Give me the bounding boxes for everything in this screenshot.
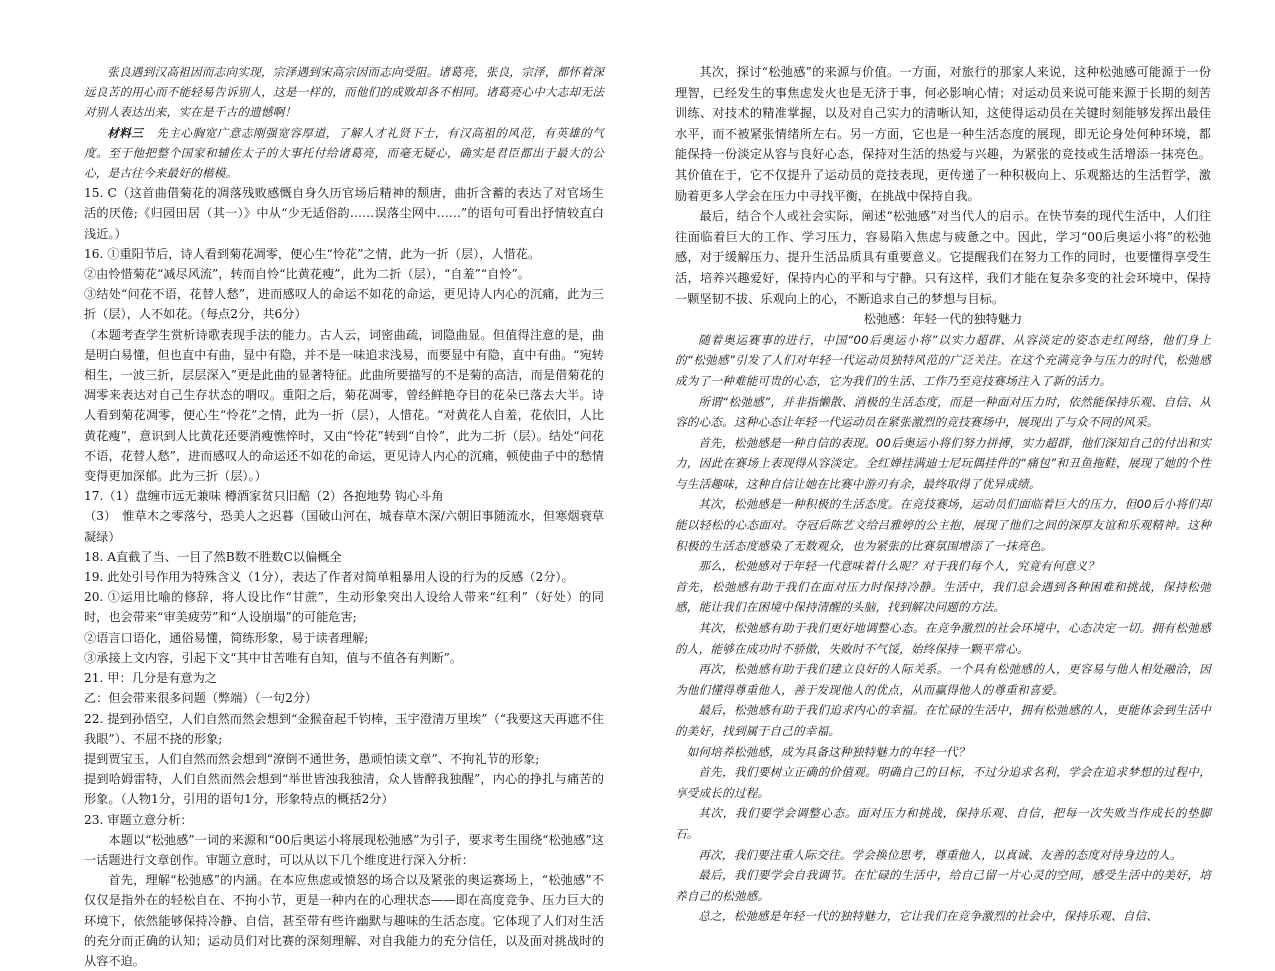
material-three-paragraph (84, 123, 604, 184)
sample-essay-paragraph: 首先，松弛感是一种自信的表现。00后奥运小将们努力拼搏，实力超群，他们深知自己的付出和实力，因此在赛场上表现得从容淡定。全红婵挂满迪士尼玩偶挂件的“痛包”和丑鱼拖鞋，展现了她的个性与生活趣味，这种自信让她在比赛中游刃有余，最终取得了优异成绩。 (675, 435, 1211, 491)
sample-essay-paragraph: 所谓“松弛感”，并非指懒散、消极的生活态度，而是一种面对压力时，依然能保持乐观、自信、从容的心态。这种心态让年轻一代运动员在紧张激烈的竞技赛场中，展现出了与众不同的风采。 (675, 394, 1211, 430)
answer-18: 18. A直截了当、一目了然B数不胜数C以偏概全 (84, 549, 342, 564)
answer-17-part-1: 17.（1）盘缠市远无兼味 樽酒家贫只旧醅（2）各抱地势 钩心斗角 (84, 489, 444, 504)
answer-20-point-3: ③承接上文内容，引起下文“其中甘苦唯有自知，值与不值各有判断”。 (84, 650, 463, 665)
sample-essay-paragraph: 其次，松弛感有助于我们更好地调整心态。在竞争激烈的社会环境中，心态决定一切。拥有松弛感的人，能够在成功时不骄傲，失败时不气馁，始终保持一颗平常心。 (675, 621, 1211, 656)
answer-16-point-1: 16. ①重阳节后，诗人看到菊花凋零，便心生“怜花”之情，此为一折（层），人惜花。 (84, 246, 541, 261)
translation-paragraph: 张良遇到汉高祖因而志向实现，宗泽遇到宋高宗因而志向受阻。诸葛亮，张良，宗泽，都怀着深远良苦的用心而不能轻易告诉别人，这是一样的，而他们的成败却各不相同。诸葛亮心中大志却无法对别人表达出来，实在是千古的遗憾啊！ (84, 65, 604, 120)
essay-analysis-last: 最后，结合个人或社会实际，阐述“松弛感”对当代人的启示。在快节奏的现代生活中，人们往往面临着巨大的工作、学习压力，容易陷入焦虑与疲惫之中。因此，学习“00后奥运小将”的松弛感，对于缓解压力、提升生活品质具有重要意义。它提醒我们在努力工作的同时，也要懂得享受生活，培养兴趣爱好，保持内心的平和与宁静。只有这样，我们才能在复杂多变的社会环境中，保持一颗坚韧不拔、乐观向上的心，不断追求自己的梦想与目标。 (675, 209, 1211, 306)
essay-analysis-second: 其次，探讨“松弛感”的来源与价值。一方面，对旅行的那家人来说，这种松弛感可能源于一份理智，已经发生的事焦虑发火也是无济于事，何必影响心情；对运动员来说可能来源于长期的刻苦训练、对技术的精准掌握，以及对自己实力的清晰认知，这使得运动员在关键时刻能够发挥出最佳水平，而不被紧张情绪所左右。另一方面，它也是一种生活态度的展现，即无论身处何种环境，都能保持一份淡定从容与良好心态，保持对生活的热爱与兴趣，为紧张的竞技或生活增添一抹亮色。其价值在于，它不仅提升了运动员的竞技表现，更传递了一种积极向上、乐观豁达的生活哲学，激励着更多人学会在压力中寻找平衡，在挑战中保持自我。 (675, 65, 1211, 203)
answer-21-jia: 21. 甲：几分是有意为之 (84, 671, 217, 686)
answer-21-yi: 乙：但会带来很多问题（弊端）（一句2分） (84, 691, 318, 706)
answer-15: 15. C（这首曲借菊花的凋落残败感慨自身久历官场后精神的颓唐，曲折含蓄的表达了对官场生活的厌倦;《归园田居（其一）》中从“少无适俗韵……误落尘网中……”的语句可看出抒情较直白浅近。） (84, 186, 604, 241)
sample-essay-paragraph: 其次，松弛感是一种积极的生活态度。在竞技赛场，运动员们面临着巨大的压力，但00后小将们却能以轻松的心态面对。夺冠后陈艺文给吕雅婷的公主抱，展现了他们之间的深厚友谊和乐观精神。这种积极的生活态度感染了无数观众，也为紧张的比赛氛围增添了一抹亮色。 (675, 497, 1211, 553)
sample-essay-title: 松弛感：年轻一代的独特魅力 (863, 312, 1023, 327)
material-three-label: 材料三 (107, 125, 144, 140)
answer-19: 19. 此处引号作用为特殊含义（1分），表达了作者对简单粗暴用人设的行为的反感（2分）。 (84, 570, 574, 585)
right-column (675, 62, 1211, 927)
sample-essay-paragraph: 随着奥运赛事的进行，中国“00后奥运小将”以实力超群、从容淡定的姿态走红网络，他们身上的“松弛感”引发了人们对年轻一代运动员独特风范的广泛关注。在这个充满竞争与压力的时代，松弛感成为了一种难能可贵的心态，它为我们的生活、工作乃至竞技赛场注入了新的活力。 (675, 332, 1211, 388)
sample-essay-paragraph: 最后，松弛感有助于我们追求内心的幸福。在忙碌的生活中，拥有松弛感的人，更能体会到生活中的美好，找到属于自己的幸福。 (675, 703, 1211, 738)
essay-analysis-intro: 本题以“松弛感”一词的来源和“00后奥运小将展现松弛感”为引子，要求考生围绕“松弛感”这一话题进行文章创作。审题立意时，可以从以下几个维度进行深入分析： (84, 832, 604, 867)
sample-essay-paragraph: 再次，我们要注重人际交往。学会换位思考，尊重他人，以真诚、友善的态度对待身边的人。 (698, 847, 1182, 862)
answer-17-part-3: （3） 惟草木之零落兮，恐美人之迟暮（国破山河在，城春草木深/六朝旧事随流水，但寒烟衰草凝绿） (84, 509, 604, 544)
material-three-text: 先主心胸宽广意志刚强宽容厚道，了解人才礼贤下士，有汉高祖的风范，有英雄的气度。至于他把整个国家和辅佐太子的大事托付给诸葛亮，而毫无疑心，确实是君臣都出于最大的公心，是古往今来最好的楷模。 (84, 125, 605, 181)
left-column (84, 62, 604, 971)
sample-essay-paragraph: 那么，松弛感对于年轻一代意味着什么呢？对于我们每个人，究竟有何意义？ (698, 559, 1100, 574)
answer-16-point-2: ②由怜惜菊花“减尽风流”，转而自怜“比黄花瘦”，此为二折（层），“自羞”“自怜”。 (84, 267, 530, 282)
sample-essay-paragraph: 首先，我们要树立正确的价值观。明确自己的目标，不过分追求名利，学会在追求梦想的过程中，享受成长的过程。 (675, 765, 1211, 800)
sample-essay-paragraph: 首先，松弛感有助于我们在面对压力时保持冷静。生活中，我们总会遇到各种困难和挑战，保持松弛感，能让我们在困境中保持清醒的头脑，找到解决问题的方法。 (675, 579, 1211, 615)
answer-23-heading: 23. 审题立意分析： (84, 812, 193, 827)
answer-16-analysis: （本题考查学生赏析诗歌表现手法的能力。古人云，词密曲疏，词隐曲显。但值得注意的是，曲是明白易懂，但也直中有曲，显中有隐，并不是一味追求浅易，而要显中有隐，直中有曲。“宛转相生，一波三折，层层深入”更是此曲的显著特征。此曲所要描写的不是菊的高洁，而是借菊花的凋零来表达对自己生存状态的喟叹。重阳之后，菊花凋零，曾经鲜艳夺目的花朵已落去大半。诗人看到菊花凋零，便心生“怜花”之情，此为一折（层），人惜花。“对黄花人自羞，花依旧，人比黄花瘦”，意识到人比黄花还要消瘦憔悴时，又由“怜花”转到“自怜”，此为二折（层）。结处“问花不语，花替人愁”，进而感叹人的命运还不如花的命运，更见诗人内心的沉痛，顿使曲子中的愁情变得更加深郁。此为三折（层）。） (84, 327, 604, 484)
sample-essay-paragraph: 总之，松弛感是年轻一代的独特魅力，它让我们在竞争激烈的社会中，保持乐观、自信、 (698, 909, 1159, 924)
answer-22-hamlet: 提到哈姆雷特，人们自然而然会想到“举世皆浊我独清，众人皆醉我独醒”，内心的挣扎与痛苦的形象。（人物1分，引用的语句1分，形象特点的概括2分） (84, 772, 604, 807)
sample-essay-paragraph: 其次，我们要学会调整心态。面对压力和挑战，保持乐观、自信，把每一次失败当作成长的垫脚石。 (675, 806, 1211, 841)
answer-20-point-2: ②语言口语化，通俗易懂，简练形象，易于读者理解; (84, 630, 369, 645)
essay-analysis-first: 首先，理解“松弛感”的内涵。在本应焦虑或愤怒的场合以及紧张的奥运赛场上，“松弛感”不仅仅是指外在的轻松自在、不拘小节，更是一种内在的心理状态——即在高度竞争、压力巨大的环境下，依然能够保持冷静、自信，甚至带有些许幽默与趣味的生活态度。它体现了人们对生活的充分而正确的认知；运动员们对比赛的深刻理解、对自我能力的充分信任，以及面对挑战时的从容不迫。 (84, 873, 604, 968)
sample-essay-paragraph: 再次，松弛感有助于我们建立良好的人际关系。一个具有松弛感的人，更容易与他人相处融洽，因为他们懂得尊重他人，善于发现他人的优点，从而赢得他人的尊重和喜爱。 (675, 662, 1211, 697)
sample-essay-paragraph: 最后，我们要学会自我调节。在忙碌的生活中，给自己留一片心灵的空间，感受生活中的美好，培养自己的松弛感。 (675, 868, 1211, 903)
answer-16-point-3: ③结处“问花不语，花替人愁”，进而感叹人的命运不如花的命运，更见诗人内心的沉痛，此为三折（层），人不如花。（每点2分，共6分） (84, 287, 604, 322)
sample-essay-paragraph: 如何培养松弛感，成为具备这种独特魅力的年轻一代？ (686, 744, 970, 759)
answer-20-point-1: 20. ①运用比喻的修辞，将人设比作“甘蔗”，生动形象突出人设给人带来“红利”（好处）的同时，也会带来“审美疲劳”和“人设崩塌”的可能危害; (84, 590, 604, 625)
answer-22-jia-baoyu: 提到贾宝玉，人们自然而然会想到“潦倒不通世务，愚顽怕读文章”、不拘礼节的形象; (84, 751, 540, 766)
answer-22-sun-wukong: 22. 提到孙悟空，人们自然而然会想到“金猴奋起千钧棒，玉宇澄清万里埃”（“我要这天再遮不住我眼”）、不屈不挠的形象; (84, 711, 604, 746)
